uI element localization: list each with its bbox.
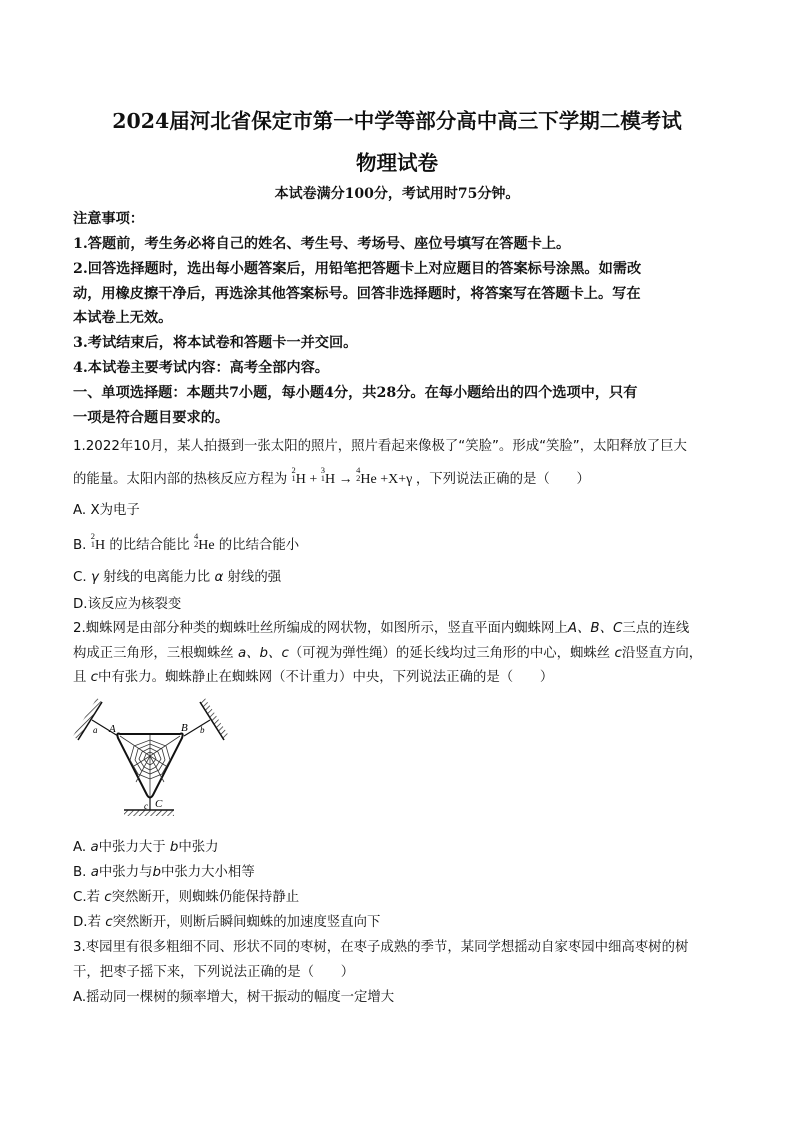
- exam-title: 2024届河北省保定市第一中学等部分高中高三下学期二模考试: [112, 109, 682, 133]
- notice-item-2-line-3: 本试卷上无效。: [73, 310, 173, 326]
- exam-info: 本试卷满分100分，考试用时75分钟。: [274, 186, 520, 202]
- thread-a-label: a: [93, 725, 98, 735]
- q2-option-c: C.若 c突然断开，则蜘蛛仍能保持静止: [73, 890, 300, 905]
- q1-stem-line-1: 1.2022年10月，某人拍摄到一张太阳的照片，照片看起来像极了“笑脸”。形成“笑脸”，太阳释放了巨大: [73, 439, 687, 454]
- point-a-label: A: [109, 723, 116, 735]
- q2-option-a: A. a中张力大于 b中张力: [73, 840, 219, 855]
- notice-item-2-line-2: 动，用橡皮擦干净后，再选涂其他答案标号。回答非选择题时，将答案写在答题卡上。写在: [73, 286, 641, 302]
- q1-option-d: D.该反应为核裂变: [73, 597, 182, 612]
- q1-stem-line-2: [73, 466, 590, 488]
- thread-c-label: c: [144, 801, 148, 811]
- point-b-label: B: [181, 722, 188, 734]
- q2-option-b: B. a中张力与b中张力大小相等: [73, 865, 255, 880]
- section-heading-line-2: 一项是符合题目要求的。: [73, 410, 230, 426]
- notice-item-1: 1.答题前，考生务必将自己的姓名、考生号、考场号、座位号填写在答题卡上。: [73, 236, 571, 252]
- spider-web-diagram: [72, 696, 232, 818]
- nuclide-helium: 4 2He: [193, 531, 215, 553]
- left-wall: [73, 698, 102, 740]
- nuclide-helium: 4 2He: [356, 465, 377, 487]
- q1-stem-text: 的能量。太阳内部的热核反应方程为: [73, 472, 288, 487]
- nuclide-deuterium: 2 1H: [291, 465, 306, 487]
- section-heading-line-1: 一、单项选择题：本题共7小题，每小题4分，共28分。在每小题给出的四个选项中，只有: [73, 385, 638, 401]
- q1-option-b: B. 2 1H 的比结合能比 4 2He 的比结合能小: [73, 531, 300, 553]
- q1-stem-tail: ，下列说法正确的是（ ）: [415, 472, 590, 487]
- reaction-equation: [291, 465, 416, 487]
- q2-stem-line-3: 且 c中有张力。蜘蛛静止在蜘蛛网（不计重力）中央，下列说法正确的是（ ）: [73, 670, 554, 685]
- spider-web-figure: [72, 696, 232, 818]
- plus-sign: +: [309, 472, 318, 487]
- exam-subject: 物理试卷: [356, 151, 438, 175]
- reaction-arrow: →: [338, 472, 353, 487]
- q2-stem-line-2: 构成正三角形，三根蜘蛛丝 a、b、c（可视为弹性绳）的延长线均过三角形的中心，蜘蛛丝 c沿竖直方向，: [73, 646, 703, 661]
- q2-stem-line-1: 2.蜘蛛网是由部分种类的蜘蛛吐丝所编成的网状物，如图所示，竖直平面内蜘蛛网上A、B、C三点的连线: [73, 621, 690, 636]
- q1-option-a: A. X为电子: [73, 503, 140, 518]
- point-c-label: C: [155, 798, 163, 810]
- q3-option-a: A.摇动同一棵树的频率增大，树干振动的幅度一定增大: [73, 990, 395, 1005]
- q3-stem-line-2: 干，把枣子摇下来，下列说法正确的是（ ）: [73, 965, 355, 980]
- notice-item-3: 3.考试结束后，将本试卷和答题卡一并交回。: [73, 335, 358, 351]
- notice-item-2-line-1: 2.回答选择题时，选出每小题答案后，用铅笔把答题卡上对应题目的答案标号涂黑。如需改: [73, 261, 642, 277]
- nuclide-deuterium: 2 1H: [90, 531, 106, 553]
- floor: [124, 810, 174, 816]
- reaction-products: +X+γ: [380, 472, 413, 487]
- nuclide-tritium: 3 1H: [320, 465, 336, 487]
- q2-option-d: D.若 c突然断开，则断后瞬间蜘蛛的加速度竖直向下: [73, 915, 381, 930]
- thread-b-label: b: [200, 725, 205, 735]
- notice-heading: 注意事项：: [73, 211, 144, 227]
- notice-item-4: 4.本试卷主要考试内容：高考全部内容。: [73, 360, 329, 376]
- thread-b: [184, 720, 210, 736]
- q1-option-c: C. γ 射线的电离能力比 α 射线的强: [73, 570, 282, 585]
- q3-stem-line-1: 3.枣园里有很多粗细不同、形状不同的枣树，在枣子成熟的季节，某同学想摇动自家枣园中细高枣树的树: [73, 940, 689, 955]
